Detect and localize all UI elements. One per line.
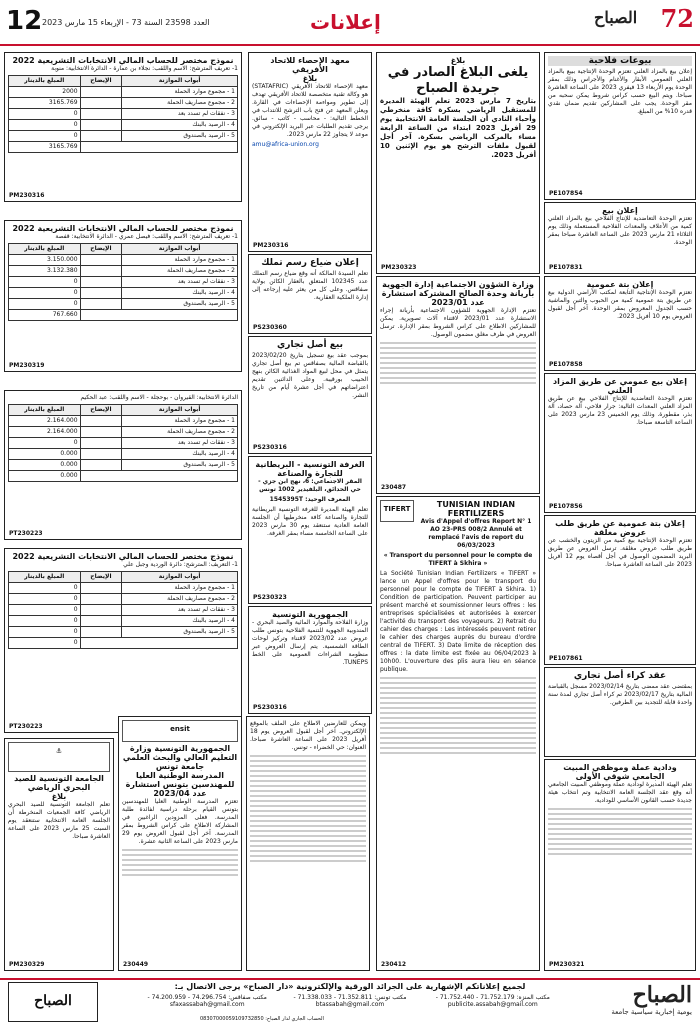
ad-body: بمقتضى عقد ممضى بتاريخ 2023/02/14 مسجل بالقباضة المالية بتاريخ 2023/02/17 تم كراء أصل تجاري لمدة سنة واحدة قابلة للتجديد بين الطرفين. — [548, 683, 693, 706]
ad-ref: PM230323 — [381, 264, 417, 271]
ad-body: تعلم الجامعة التونسية للصيد البحري الرياضي كافة الجمعيات المنخرطة أن الجلسة العامة الانتخابية ستنعقد يوم السبت 25 مارس 2023 على الساعة العاشرة صباحا. — [8, 801, 111, 840]
table-row: 4 - الرصيد بالبنك 0.000 — [9, 449, 238, 460]
table-row: 3 - نفقات لم تسدد بعد 0 — [9, 438, 238, 449]
advertising-cta: لجميع إعلاناتكم الإشهارية على الجرائد الورقية والإلكترونية «دار الصباح» يرجى الاتصال بـ: — [174, 982, 526, 991]
ad-ref: PM230319 — [9, 362, 45, 369]
ad-subtitle: المدرسة الوطنية العليا للمهندسين بتونس استشارة عدد 2023/04 — [125, 771, 235, 798]
ad-id: المعرف الوحيد: 1545395T — [269, 496, 351, 503]
table-row: 3 - نفقات لم تسدد بعد 0 — [9, 605, 238, 616]
ad-title: نموذج مختصر للحساب المالي الانتخابات التشريعية 2022 — [12, 552, 234, 561]
finance-table — [8, 243, 238, 321]
ad-ref: PM230329 — [9, 961, 45, 968]
offices-list — [140, 994, 560, 1008]
table-total-row: 0.000 — [9, 471, 238, 482]
table-row: 5 - الرصيد بالصندوق 0 — [9, 627, 238, 638]
table-row: 2 - مجموع مصاريف الحملة 0 — [9, 594, 238, 605]
section-title: إعلانات — [310, 10, 381, 34]
finance-model-2 — [4, 220, 242, 372]
finance-table — [8, 404, 238, 482]
ad-ref: PS230323 — [253, 594, 287, 601]
sale-notice-ad — [544, 202, 696, 274]
ad-ref: PS230316 — [253, 704, 287, 711]
ad-title: وزارة الشؤون الاجتماعية إدارة الجهوية بأريانة وحدة الصالح المشتركة استشارة عدد 2023/01 — [381, 280, 535, 307]
table-row: 2 - مجموع مصاريف الحملة 2.164.000 — [9, 427, 238, 438]
table-row: 4 - الرصيد بالبنك 0 — [9, 616, 238, 627]
ad-body: إعلان بيع بالمزاد العلني تعتزم الوحدة الإنتاجية ببيع بالمزاد العلني العمومي الأبقار والأغنام والأجراس وذلك بمقر الوحدة يوم الأربعاء 13 فيفري 2023 على الساعة العاشرة صباحا. ويتم البيع حسب كراس شروط يمكن سحبه من مقر الوحدة. يجب على المشاركين تقديم ضمان نقدي قدره 10% من المبلغ. — [548, 68, 692, 115]
table-row: 1 - مجموع موارد الحملة 2000 — [9, 87, 238, 98]
table-header: الإيضاح — [80, 405, 122, 416]
ad-title: الغرفة التونسية - البريطانية للتجارة والصناعة — [255, 460, 365, 478]
ministry-ad — [376, 276, 540, 494]
ad-subtitle: « Transport du personnel pour le compte de TIFERT à Skhira » — [383, 552, 533, 567]
ad-title: بيوعات فلاحية — [548, 56, 692, 66]
candidate-info: 1- تعريف المترشح: الاسم واللقب: فيصل عمري - الدائرة الانتخابية: قفصة — [55, 233, 238, 240]
ad-ref: PE107831 — [549, 264, 583, 271]
ad-title: إعلان ضياع رسم تملك — [261, 258, 359, 268]
table-row: 1 - مجموع موارد الحملة 0 — [9, 583, 238, 594]
ad-title: TUNISIAN INDIAN FERTILIZERS — [436, 500, 516, 518]
table-row: 2 - مجموع مصاريف الحملة 3165.769 — [9, 98, 238, 109]
lease-contract-ad — [544, 667, 696, 757]
lost-deed-ad — [248, 254, 372, 334]
engineering-school-ad — [118, 716, 242, 971]
ad-ref: PT230223 — [9, 723, 43, 730]
table-total-row: 0 — [9, 638, 238, 649]
ad-title: إعلان بيع — [602, 206, 638, 215]
ad-address: المقر الاجتماعي: 6، نهج ابن جزي - حي الحدائق، البلفيدير 1002 تونس — [258, 478, 362, 493]
table-row: 5 - الرصيد بالصندوق 0.000 — [9, 460, 238, 471]
republic-tender-ad-2 — [246, 716, 370, 971]
ad-body: تعتزم الوحدة الإنتاجية التابعة لمكتب الأراضي الدولية بيع عن طريق بتة عمومية كمية من الحبوب والتبن والماشية حسب الجدول المعروض بمقر الوحدة. آخر أجل لقبول العروض يوم 10 أفريل 2023. — [548, 289, 692, 320]
table-row: 5 - الرصيد بالصندوق 0 — [9, 299, 238, 310]
ad-body: وزارة الفلاحة والموارد المائية والصيد البحري - المندوبية الجهوية للتنمية الفلاحية بتونس طلب عروض عدد 2023/02 لاقتناء وتركيز لوحات الطاقة الشمسية. يتم إرسال العروض عبر منظومة الشراءات العمومية على الخط TUNEPS. — [252, 619, 368, 666]
candidate-info: 1- تعريف المترشح: الاسم واللقب: نجلاء بن عمارة - الدائرة الانتخابية: منوبة — [51, 65, 238, 72]
text-lines — [380, 677, 536, 754]
ad-ref: PS230316 — [253, 444, 287, 451]
office-menzah: مكتب المنزه: 71.752.179 - 71.752.440 - publicite.assabah@gmail.com — [435, 994, 550, 1008]
ad-title: إعلان بتة عمومية — [586, 280, 654, 289]
edition-line: العدد 23598 السنة 73 - الإربعاء 15 مارس 2023 — [42, 18, 210, 27]
school-logo: ensit — [122, 720, 238, 742]
table-header: المبلغ بالدينار — [9, 244, 81, 255]
ad-title: الجمهورية التونسية — [272, 610, 348, 619]
candidate-info: 1- التعريف: المترشح: دائرة الوردية وجبل علي — [123, 561, 238, 568]
ad-subtitle: Avis d'Appel d'offres Report N° 1 AO 23-PRS 008/2 Annulé et remplacé l'avis de report du 06/03/2023 — [420, 518, 532, 549]
page-number: 12 — [6, 6, 43, 36]
ad-title: إعلان بتة عمومية عن طريق طلب عروض مغلقة — [555, 519, 685, 537]
ad-ref: PM230321 — [549, 961, 585, 968]
table-row: 5 - الرصيد بالصندوق 0 — [9, 131, 238, 142]
table-header: المبلغ بالدينار — [9, 572, 81, 583]
table-row: 3 - نفقات لم تسدد بعد 0 — [9, 277, 238, 288]
table-header: المبلغ بالدينار — [9, 405, 81, 416]
business-sale-ad — [248, 336, 372, 454]
ad-body: بموجب عقد بيع تسجيل بتاريخ 2023/02/20 بالقباضة المالية بصفاقس تم بيع أصل تجاري يتمثل في محل لبيع المواد الغذائية الكائن بنهج الحبيب بورقيبة. وعلى الدائنين تقديم اعتراضاتهم في أجل عشرة أيام من تاريخ النشر. — [252, 352, 368, 399]
fishing-federation-ad — [4, 738, 114, 971]
office-tunis: مكتب تونس: 71.352.811 - 71.338.033 - btassabah@gmail.com — [293, 994, 407, 1008]
table-row: 1 - مجموع موارد الحملة 2.164.000 — [9, 416, 238, 427]
table-header: أبواب الموازنة — [122, 572, 238, 583]
ad-title: بلاغ — [450, 56, 466, 65]
candidate-info: الدائرة الانتخابية: القيروان - بوحجلة - الاسم واللقب: عبد الحكيم — [80, 394, 238, 401]
logo-name: الصباح — [594, 8, 638, 27]
ad-title: الجامعة التونسية للصيد البحري الرياضي — [14, 774, 104, 792]
footer-tagline: يومية إخبارية سياسية جامعة — [611, 1008, 692, 1016]
text-lines — [250, 755, 366, 862]
ad-body: تعتزم الوحدة الإنتاجية بيع كمية من الزيتون والخشب عن طريق طلب عروض مغلقة. ترسل العروض عن طريق البريد المضمون الوصول في أجل أقصاه يوم 12 أفريل 2023 على الساعة العاشرة صباحا. — [548, 537, 693, 568]
footer-logo: الصباح — [632, 982, 692, 1008]
table-header: أبواب الموازنة — [122, 244, 238, 255]
ad-ref: PE107856 — [549, 503, 583, 510]
ad-title: الجمهورية التونسية وزارة التعليم العالي والبحث العلمي جامعة تونس — [122, 744, 238, 771]
auction-ad — [544, 373, 696, 513]
ad-ref: 230449 — [123, 961, 149, 968]
text-lines — [380, 342, 536, 384]
footer-banner — [0, 978, 700, 1024]
table-row: 2 - مجموع مصاريف الحملة 3.132.380 — [9, 266, 238, 277]
logo-number: 72 — [660, 4, 694, 33]
republic-tender-ad — [248, 606, 372, 714]
farm-sale-ad — [544, 52, 696, 200]
finance-model-4 — [4, 548, 242, 733]
ad-title: معهد الإحصاء للاتحاد الأفريقي — [270, 56, 350, 74]
ad-ref: 230487 — [381, 484, 407, 491]
ad-ref: PE107858 — [549, 361, 583, 368]
statafric-ad — [248, 52, 372, 252]
chamber-ad — [248, 456, 372, 604]
ad-body: تعتزم المدرسة الوطنية العليا للمهندسين بتونس القيام برحلة دراسية لفائدة طلبة المدرسة. فعلى المزودين الراغبين في المشاركة الاطلاع على كراس الشروط بمقر المدرسة. آخر أجل لقبول العروض يوم 29 مارس 2023 على الساعة الثانية عشرة. — [122, 798, 238, 845]
ad-body: تعتزم الإدارة الجهوية للشؤون الاجتماعية بأريانة إجراء الاستشارة عدد 2023/01 لاقتناء آلات تصويرية. يمكن للمشاركين الاطلاع على كراس الشروط بمقر الإدارة. ترسل العروض في ظرف مغلق مضمون الوصول. — [380, 307, 536, 338]
association-ad — [544, 759, 696, 971]
table-row: 1 - مجموع موارد الحملة 3.150.000 — [9, 255, 238, 266]
tifert-tender-ad — [376, 496, 540, 971]
table-row: 4 - الرصيد بالبنك 0 — [9, 288, 238, 299]
ad-subtitle: بلاغ — [302, 74, 318, 83]
ad-body: تعتزم الوحدة التعاضدية للإنتاج الفلاحي بيع عن طريق المزاد العلني المعدات التالية: جرار فلاحي، آلة حصاد، آلة بذر، مقطورة. وذلك يوم الخميس 23 مارس 2023 على الساعة التاسعة صباحا. — [548, 395, 692, 426]
ad-body: تعلم الهيئة المديرة للغرفة التونسية البريطانية للتجارة والصناعة كافة منخرطيها أن الجلسة العامة العادية ستنعقد يوم 30 مارس 2023 على الساعة الخامسة مساء بمقر الغرفة. — [252, 506, 369, 537]
finance-table — [8, 75, 238, 153]
ad-ref: PE107861 — [549, 655, 583, 662]
ad-body: تعلم السيدة المالكة أنه وقع ضياع رسم التملك عدد 102345 المتعلق بالعقار الكائن بولاية صفاقس. وعلى كل من يعثر عليه إرجاعه إلى إدارة الملكية العقارية. — [252, 270, 368, 301]
ad-ref: PM230316 — [9, 192, 45, 199]
text-lines — [548, 808, 692, 855]
table-row: 3 - نفقات لم تسدد بعد 0 — [9, 109, 238, 120]
ad-title: إعلان بيع عمومي عن طريق المزاد العلني — [553, 377, 687, 395]
table-row: 4 - الرصيد بالبنك 0 — [9, 120, 238, 131]
ad-ref: 230412 — [381, 961, 407, 968]
ad-title: عقد كراء أصل تجاري — [573, 671, 667, 681]
ad-body: بتاريخ 7 مارس 2023 تعلم الهيئة المديرة للمستقبل الرياضي بسكرة كافة منخرطي وأحباء النادي أن الجلسة العامة الانتخابية يوم 29 أفريل 2023 ابتداء من الساعة الرابعة مساء بالمركب الرياضي بسكرة. آخر أجل لقبول ملفات الترشح هو يوم الإثنين 10 أفريل 2023. — [380, 97, 536, 159]
ad-title: ودادية عملة وموظفي المبيت الجامعي شوقي الأولى — [563, 763, 677, 781]
table-header: الإيضاح — [80, 244, 122, 255]
ad-body: معهد الإحصاء للاتحاد الأفريقي (STATAFRIC) هو وكالة تقنية متخصصة للاتحاد الأفريقي تهدف إلى تطوير ومواءمة الإحصاءات في القارة. ويعلن المعهد عن فتح باب الترشح للانتداب في الخطط التالية: - محاسب - كاتب - سائق. يرجى تقديم الطلبات عبر البريد الإلكتروني في موعد لا يتجاوز 22 مارس 2023. — [252, 83, 368, 138]
ad-body: La Société Tunisian Indian Fertilizers « TIFERT » lance un Appel d'offres pour le transport du personnel pour le compte de TIFERT à Skhira. 1) Condition de participation. Peuvent participer au présent marché et soumissionner leurs offres : les entreprises spécialisées et autorisées à exercer l'activité du transport des voyageurs. 2) Retrait du cahier des charges : Les intéressés peuvent retirer le cahier des charges auprès du bureau d'ordre central de TIFERT. 3) Date limite de réception des offres : la date limite est fixée au 06/04/2023 à 10h00. L'ouverture des plis aura lieu en séance publique. — [380, 570, 536, 673]
ad-title: بيع أصل تجاري — [277, 340, 343, 350]
table-header: أبواب الموازنة — [122, 405, 238, 416]
page-header — [0, 0, 700, 46]
table-header: أبواب الموازنة — [122, 76, 238, 87]
ad-title: نموذج مختصر للحساب المالي الانتخابات التشريعية 2022 — [12, 56, 234, 65]
finance-model-3 — [4, 390, 242, 540]
tifert-logo: TIFERT — [380, 500, 414, 522]
table-header: الإيضاح — [80, 572, 122, 583]
table-total-row: 3165.769 — [9, 142, 238, 153]
ad-ref: PM230316 — [253, 242, 289, 249]
ad-body: تعتزم الوحدة التعاضدية للإنتاج الفلاحي بيع بالمزاد العلني كمية من الأعلاف والمعدات الفلاحية المستعملة وذلك يوم الثلاثاء 21 مارس 2023 على الساعة العاشرة صباحا بمقر الوحدة. — [548, 215, 692, 246]
ad-ref: PS230360 — [253, 324, 287, 331]
table-header: المبلغ بالدينار — [9, 76, 81, 87]
finance-table — [8, 571, 238, 649]
ad-headline: يلغى البلاغ الصادر في جريدة الصباح — [387, 65, 529, 96]
bank-account: الحساب الجاري لدار الصباح: 08307000059109732850 — [200, 1016, 324, 1022]
ad-ref: PT230223 — [9, 530, 43, 537]
cancel-notice-ad — [376, 52, 540, 274]
ad-ref: PE107854 — [549, 190, 583, 197]
ad-subtitle: بلاغ — [51, 792, 67, 801]
mini-logo: الصباح — [8, 982, 98, 1022]
text-lines — [122, 849, 238, 876]
office-sfax: مكتب صفاقس: 74.296.754 - 74.200.959 - sfaxassabah@gmail.com — [147, 994, 267, 1008]
masthead-logo — [590, 4, 694, 38]
ad-title: نموذج مختصر للحساب المالي الانتخابات التشريعية 2022 — [12, 224, 234, 233]
closed-tender-ad — [544, 515, 696, 665]
email-link[interactable]: amu@africa-union.org — [252, 141, 319, 148]
ad-body: تعلم الهيئة المديرة لودادية عملة وموظفي المبيت الجامعي أنه وقع عقد الجلسة العامة الانتخابية وتم انتخاب هيئة جديدة حسب القانون الأساسي للودادية. — [548, 781, 692, 804]
table-total-row: 767.660 — [9, 310, 238, 321]
tender-ad — [544, 276, 696, 371]
federation-logo: ⚓ — [8, 742, 110, 772]
finance-model-1 — [4, 52, 242, 202]
table-header: الإيضاح — [80, 76, 122, 87]
ad-body: ويمكن للعارضين الاطلاع على الملف بالموقع الإلكتروني. آخر أجل لقبول العروض يوم 18 أفريل 2023 على الساعة العاشرة صباحا. العنوان: حي الخضراء - تونس. — [250, 720, 366, 751]
